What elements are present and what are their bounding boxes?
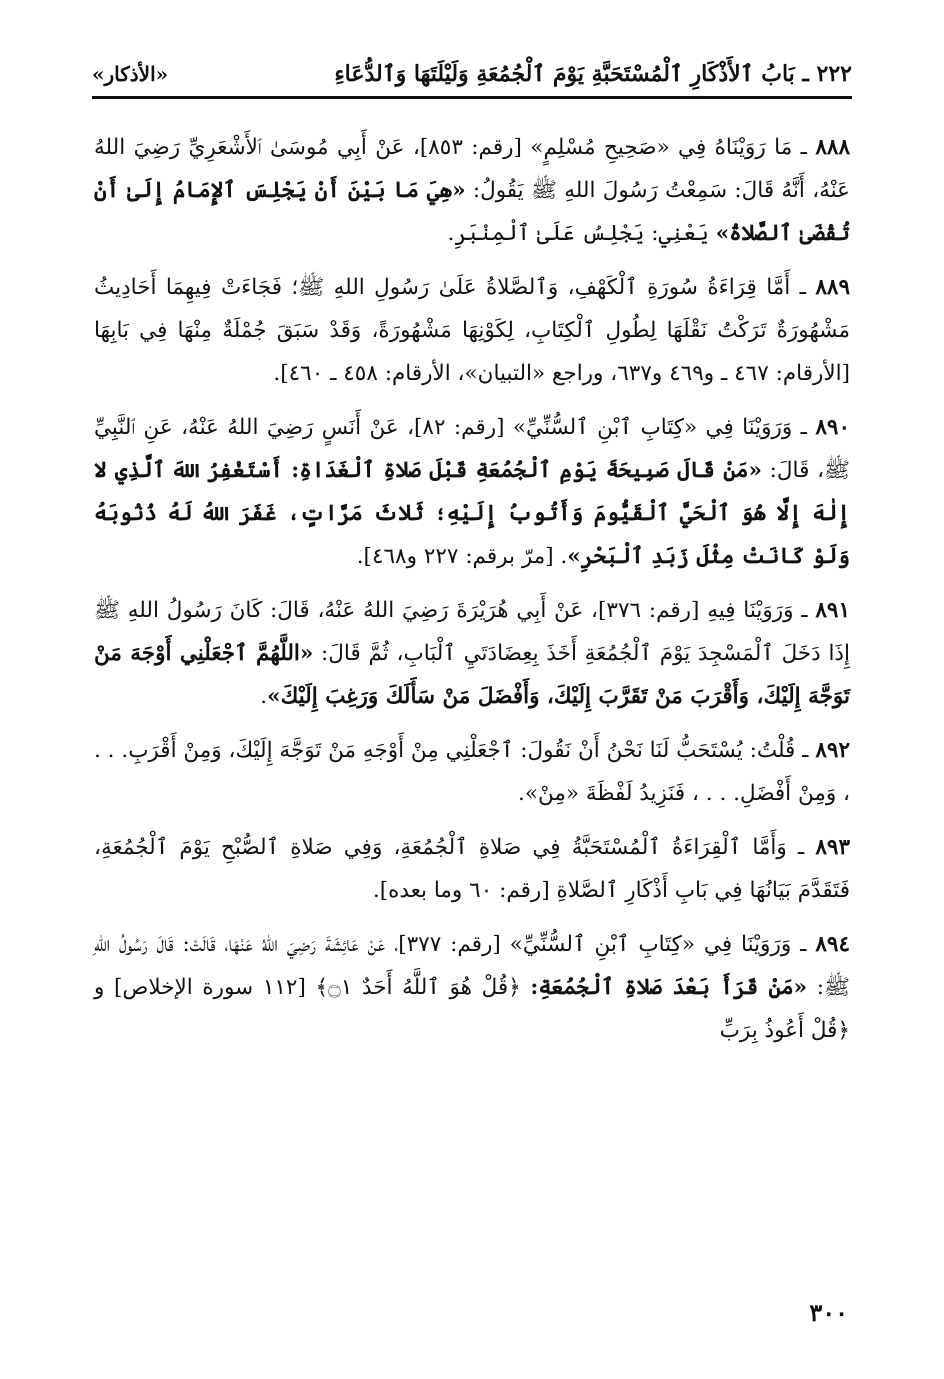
paragraph-892 xyxy=(94,729,850,815)
paragraph-number: ٨٨٩ xyxy=(815,275,850,300)
paragraph-number: ٨٩٢ xyxy=(815,738,850,763)
paragraph-889 xyxy=(94,266,850,395)
page-body xyxy=(94,126,850,1063)
paragraph-text: ـ قُلْتُ: يُسْتَحَبُّ لَنَا نَحْنُ أَنْ نَقُولَ: ٱجْعَلْنِي مِنْ أَوْجَهِ مَنْ تَوَجَّهَ إِلَيْكَ، وَمِنْ أَقْرَبِ. . . ، وَمِنْ أَفْضَلِ. . . ، فَنَزِيدُ لَفْظَةَ «مِنْ». xyxy=(94,738,850,806)
hadith-text: «مَنْ قَرَأَ بَعْدَ صَلاةِ ٱلْجُمُعَةِ: xyxy=(530,975,808,1000)
paragraph-number: ٨٩١ xyxy=(815,598,850,623)
paragraph-number: ٨٨٨ xyxy=(815,135,850,160)
paragraph-number: ٨٩٤ xyxy=(815,932,850,957)
paragraph-888 xyxy=(94,126,850,255)
paragraph-891 xyxy=(94,589,850,718)
hadith-text: «مَنْ قَالَ صَبِيحَةَ يَوْمِ ٱلْجُمُعَةِ قَبْلَ صَلاةِ ٱلْغَدَاةِ: أَسْتَغْفِرُ اللهَ ٱلَّذِي لا إِلٰهَ إِلَّا هُوَ ٱلْحَيَّ ٱلْقَيُّومَ وَأَتُوبُ إِلَيْهِ؛ ثَلاثَ مَرَّاتٍ، غَفَرَ اللهُ لَهُ ذُنُوبَهُ وَلَوْ كَانَتْ مِثْلَ زَبَدِ ٱلْبَحْرِ» xyxy=(94,458,850,569)
paragraph-text-end: . [مرّ برقم: ٢٢٧ و٤٦٨]. xyxy=(356,544,568,569)
paragraph-text: ـ مَا رَوَيْنَاهُ فِي «صَحِيحِ مُسْلِمٍ» [رقم: ٨٥٣]، عَنْ أَبِي مُوسَىٰ ٱلأَشْعَرِيِّ رَضِيَ اللهُ عَنْهُ، أَنَّهُ قَالَ: سَمِعْتُ رَسُولَ اللهِ ﷺ يَقُولُ: xyxy=(94,135,850,203)
paragraph-text: ـ وَرَوَيْنَا فِي «كِتَابِ ٱبْنِ ٱلسُّنِّيِّ» [رقم: ٨٢]، عَنْ أَنَسٍ رَضِيَ اللهُ عَنْهُ، عَنِ ٱلنَّبِيِّ ﷺ، قَالَ: xyxy=(94,415,850,483)
paragraph-text-end: يَعْنِي: يَجْلِسُ عَلَىٰ ٱلْمِنْبَرِ. xyxy=(447,221,716,246)
paragraph-text: ـ وَأَمَّا ٱلْقِرَاءَةُ ٱلْمُسْتَحَبَّةُ فِي صَلاةِ ٱلْجُمُعَةِ، وَفِي صَلاةِ ٱلصُّبْحِ يَوْمَ ٱلْجُمُعَةِ، فَتَقَدَّمَ بَيَانُهَا فِي بَابِ أَذْكَارِ ٱلصَّلاةِ [رقم: ٦٠ وما بعده]. xyxy=(94,835,850,903)
page-number: ٣٠٠ xyxy=(809,1298,848,1327)
paragraph-893 xyxy=(94,826,850,912)
page-header xyxy=(92,52,852,99)
paragraph-text-end: ﴿قُلْ هُوَ ٱللَّهُ أَحَدٌ ۝١﴾ [١١٢ سورة الإخلاص] و ﴿قُلْ أَعُوذُ بِرَبِّ xyxy=(94,975,850,1043)
paragraph-text: ـ وَرَوَيْنَا فِيهِ [رقم: ٣٧٦]، عَنْ أَبِي هُرَيْرَةَ رَضِيَ اللهُ عَنْهُ، قَالَ: كَانَ رَسُولُ اللهِ ﷺ إِذَا دَخَلَ ٱلْمَسْجِدَ يَوْمَ ٱلْجُمُعَةِ أَخَذَ بِعِضَادَتَيِ ٱلْبَابِ، ثُمَّ قَالَ: xyxy=(94,598,850,666)
paragraph-894 xyxy=(94,923,850,1052)
paragraph-890 xyxy=(94,406,850,578)
paragraph-number: ٨٩٣ xyxy=(815,835,850,860)
paragraph-text: ـ أَمَّا قِرَاءَةُ سُورَةِ ٱلْكَهْفِ، وَٱلصَّلاةُ عَلَىٰ رَسُولِ اللهِ ﷺ؛ فَجَاءَتْ فِيهِمَا أَحَادِيثُ مَشْهُورَةٌ تَرَكْتُ نَقْلَهَا لِطُولِ ٱلْكِتَابِ، لِكَوْنِهَا مَشْهُورَةً، وَقَدْ سَبَقَ جُمْلَةٌ مِنْهَا فِي بَابِهَا [الأرقام: ٤٦٧ ـ و٤٦٩ و٦٣٧، وراجع «التبيان»، الأرقام: ٤٥٨ ـ ٤٦٠]. xyxy=(94,275,850,386)
paragraph-number: ٨٩٠ xyxy=(815,415,851,440)
hadith-text: «هِيَ مَا بَيْنَ أَنْ يَجْلِسَ ٱلإِمَامُ إِلَىٰ أَنْ تُقْضَىٰ ٱلصَّلاةُ» xyxy=(94,178,850,246)
chapter-title: ٢٢٢ ـ بَابُ ٱلأَذْكَارِ ٱلْمُسْتَحَبَّةِ يَوْمَ ٱلْجُمُعَةِ وَلَيْلَتَهَا وَٱلدُّعَاءِ xyxy=(334,61,852,87)
hadith-text: «اللَّهُمَّ ٱجْعَلْنِي أَوْجَهَ مَنْ تَوَجَّهَ إِلَيْكَ، وَأَقْرَبَ مَنْ تَقَرَّبَ إِلَيْكَ، وَأَفْضَلَ مَنْ سَأَلَكَ وَرَغِبَ إِلَيْكَ» xyxy=(94,641,850,709)
paragraph-text: ـ وَرَوَيْنَا فِي «كِتَابِ ٱبْنِ ٱلسُّنِّيِّ» [رقم: ٣٧٧]، عَنْ عَائِشَةَ رَضِيَ اللهُ عَنْهَا، قَالَتْ: قَالَ رَسُولُ اللهِ ﷺ: xyxy=(94,932,850,1000)
book-title: «الأذكار» xyxy=(92,62,169,86)
paragraph-text-end: . xyxy=(260,684,268,709)
